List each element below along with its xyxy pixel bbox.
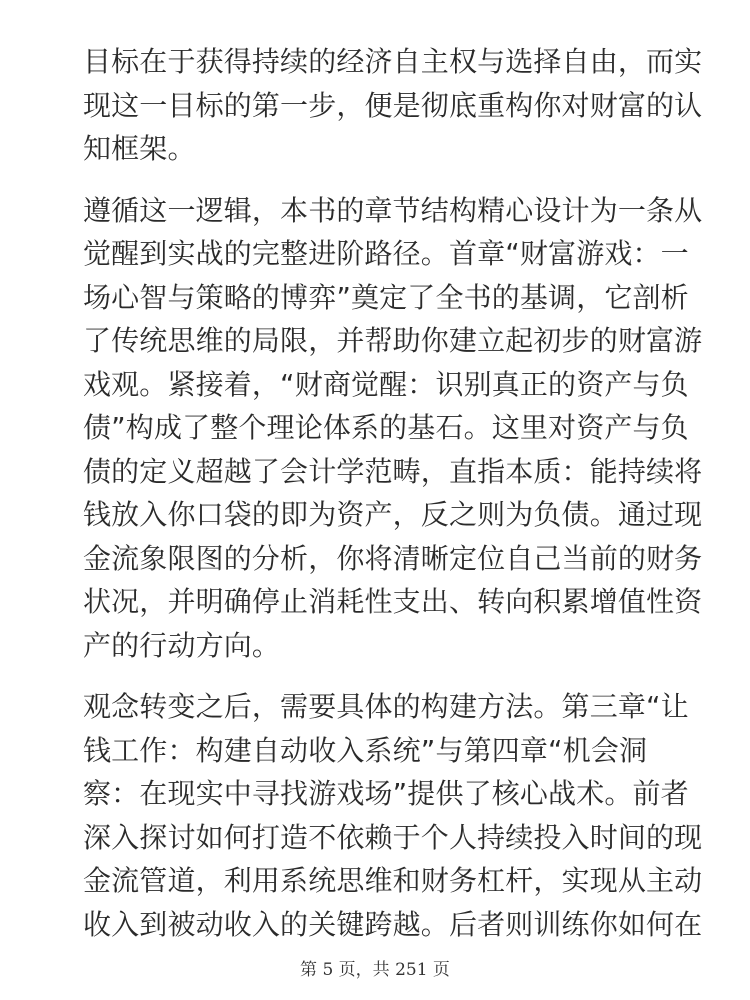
- text-line: 金流象限图的分析，你将清晰定位自己当前的财务: [83, 541, 703, 575]
- text-line: 产的行动方向。: [83, 628, 281, 662]
- paragraph-3: [83, 685, 703, 946]
- text-line: 察：在现实中寻找游戏场”提供了核心战术。前者: [83, 777, 689, 810]
- text-line: 钱放入你口袋的即为资产，反之则为负债。通过现: [83, 498, 703, 531]
- text-line: 了传统思维的局限，并帮助你建立起初步的财富游: [83, 324, 703, 357]
- text-line: 债”构成了整个理论体系的基石。这里对资产与负: [83, 411, 689, 444]
- paragraph-2: [83, 189, 703, 668]
- page-number-footer: 第 5 页，共 251 页: [300, 960, 450, 980]
- text-line: 觉醒到实战的完整进阶路径。首章“财富游戏：一: [83, 237, 689, 270]
- text-line: 钱工作：构建自动收入系统”与第四章“机会洞: [83, 733, 648, 767]
- text-line: 戏观。紧接着，“财商觉醒：识别真正的资产与负: [83, 367, 689, 401]
- text-line: 知框架。: [83, 132, 196, 165]
- text-line: 目标在于获得持续的经济自主权与选择自由，而实: [83, 45, 703, 78]
- text-line: 债的定义超越了会计学范畴，直指本质：能持续将: [83, 454, 703, 488]
- text-line: 金流管道，利用系统思维和财务杠杆，实现从主动: [83, 864, 703, 897]
- text-line: 收入到被动收入的关键跨越。后者则训练你如何在: [83, 907, 703, 941]
- text-line: 观念转变之后，需要具体的构建方法。第三章“让: [83, 690, 689, 723]
- paragraph-1: [83, 40, 703, 171]
- text-line: 遵循这一逻辑，本书的章节结构精心设计为一条从: [83, 193, 703, 227]
- body-text: [83, 40, 703, 964]
- text-line: 深入探讨如何打造不依赖于个人持续投入时间的现: [83, 820, 703, 854]
- text-line: 状况，并明确停止消耗性支出、转向积累增值性资: [83, 585, 703, 618]
- text-line: 现这一目标的第一步，便是彻底重构你对财富的认: [83, 88, 703, 122]
- text-line: 场心智与策略的博弈”奠定了全书的基调，它剖析: [83, 280, 689, 314]
